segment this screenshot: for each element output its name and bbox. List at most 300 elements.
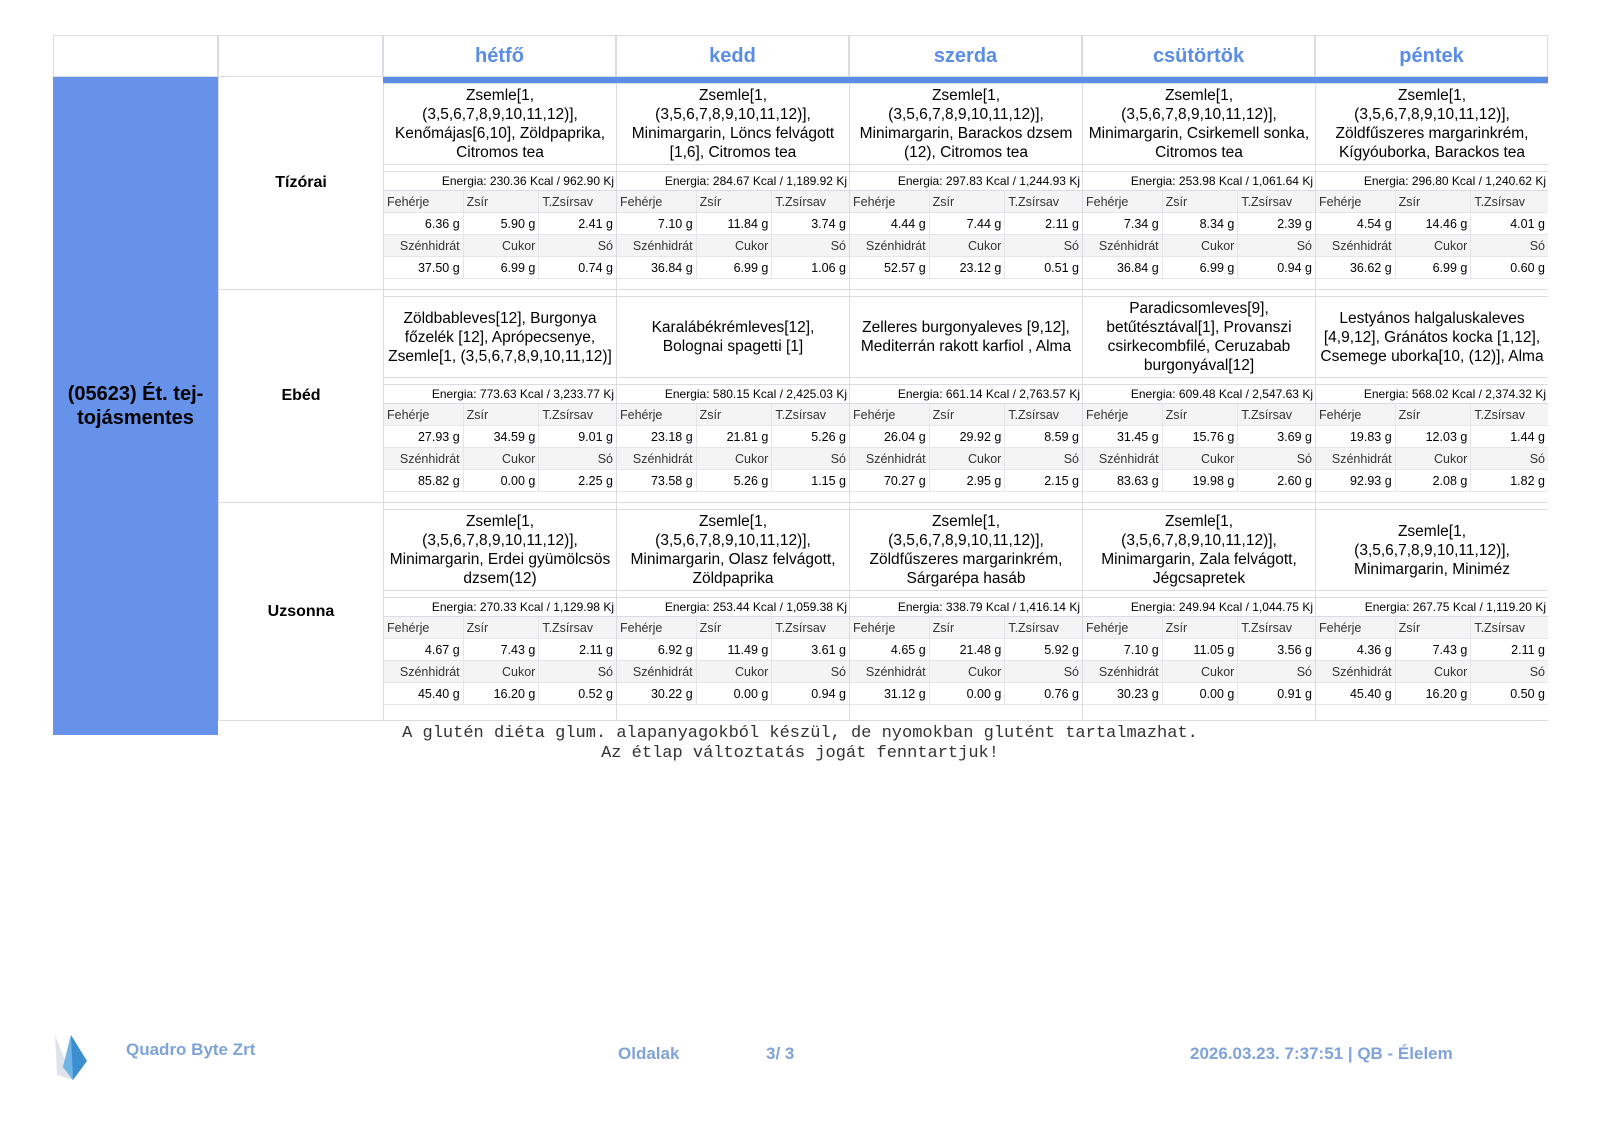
table-body [53, 77, 1548, 735]
value-fat: 14.46 g [1396, 213, 1472, 234]
label-fat: Zsír [697, 404, 773, 425]
label-salt: Só [1296, 664, 1312, 679]
value-carb: 31.12 g [850, 683, 930, 704]
meal-day-cell [383, 503, 616, 720]
nutrient-label-row [850, 448, 1082, 470]
value-carb: 70.27 g [850, 470, 930, 491]
value-salt: 2.60 g [1277, 473, 1312, 488]
label-protein: Fehérje [384, 404, 464, 425]
label-sugar: Cukor [464, 448, 540, 469]
label-salt: Só [1529, 664, 1545, 679]
label-sugar: Cukor [1396, 661, 1472, 682]
value-salt: 0.50 g [1510, 686, 1545, 701]
value-sat-fat: 3.61 g [811, 642, 846, 657]
header-row [53, 35, 1548, 77]
value-salt: 1.15 g [811, 473, 846, 488]
label-sat-fat: T.Zsírsav [1008, 407, 1060, 422]
value-fat: 21.81 g [697, 426, 773, 447]
dish-description: Paradicsomleves[9], betűtésztával[1], Provanszi csirkecombfilé, Ceruzabab burgonyával[12] [1083, 296, 1315, 378]
value-carb: 36.84 g [1083, 257, 1163, 278]
meal-day-cell [1082, 503, 1315, 720]
dish-description: Karalábékrémleves[12], Bolognai spagetti [1] [617, 296, 849, 378]
value-carb: 30.22 g [617, 683, 697, 704]
value-sugar: 0.00 g [464, 470, 540, 491]
value-sugar: 23.12 g [930, 257, 1006, 278]
label-sat-fat: T.Zsírsav [542, 407, 594, 422]
meals-container [218, 77, 1548, 735]
meal-name: Ebéd [218, 290, 383, 502]
value-protein: 7.10 g [617, 213, 697, 234]
value-sugar: 0.00 g [697, 683, 773, 704]
label-salt: Só [830, 238, 846, 253]
energy-value: Energia: 297.83 Kcal / 1,244.93 Kj [850, 171, 1082, 191]
value-protein: 26.04 g [850, 426, 930, 447]
value-sugar: 2.95 g [930, 470, 1006, 491]
label-protein: Fehérje [850, 617, 930, 638]
nutrient-value-row [384, 683, 616, 705]
value-carb: 45.40 g [1316, 683, 1396, 704]
label-salt: Só [1296, 451, 1312, 466]
label-sat-fat: T.Zsírsav [1008, 194, 1060, 209]
nutrient-value-row [1316, 470, 1548, 492]
value-fat: 34.59 g [464, 426, 540, 447]
nutrient-value-row [850, 213, 1082, 235]
energy-value: Energia: 253.98 Kcal / 1,061.64 Kj [1083, 171, 1315, 191]
label-carb: Szénhidrát [384, 448, 464, 469]
label-sat-fat: T.Zsírsav [1241, 407, 1293, 422]
value-fat: 21.48 g [930, 639, 1006, 660]
label-carb: Szénhidrát [850, 661, 930, 682]
nutrient-label-row [1316, 448, 1548, 470]
nutrient-value-row [617, 639, 849, 661]
nutrient-value-row [384, 426, 616, 448]
value-protein: 7.34 g [1083, 213, 1163, 234]
label-fat: Zsír [930, 191, 1006, 212]
meal-name: Uzsonna [218, 503, 383, 720]
label-carb: Szénhidrát [850, 235, 930, 256]
value-salt: 0.74 g [578, 260, 613, 275]
energy-value: Energia: 773.63 Kcal / 3,233.77 Kj [384, 384, 616, 404]
nutrient-value-row [1316, 683, 1548, 705]
day-header-friday: péntek [1315, 35, 1548, 77]
value-carb: 83.63 g [1083, 470, 1163, 491]
label-salt: Só [597, 238, 613, 253]
dish-description: Lestyános halgaluskaleves [4,9,12], Gránátos kocka [1,12], Csemege uborka[10, (12)], Alma [1316, 296, 1548, 378]
label-protein: Fehérje [1316, 617, 1396, 638]
value-salt: 0.60 g [1510, 260, 1545, 275]
label-fat: Zsír [1163, 617, 1239, 638]
nutrient-value-row [1083, 257, 1315, 279]
value-sat-fat: 4.01 g [1510, 216, 1545, 231]
meal-day-cell [383, 77, 616, 289]
label-fat: Zsír [1163, 404, 1239, 425]
header-empty-cell [53, 35, 218, 77]
value-sat-fat: 5.92 g [1044, 642, 1079, 657]
header-empty-cell [218, 35, 383, 77]
nutrient-label-row [850, 235, 1082, 257]
label-sat-fat: T.Zsírsav [1474, 407, 1526, 422]
value-sat-fat: 3.69 g [1277, 429, 1312, 444]
label-protein: Fehérje [617, 191, 697, 212]
meal-days [383, 77, 1548, 289]
value-protein: 4.44 g [850, 213, 930, 234]
value-sat-fat: 1.44 g [1510, 429, 1545, 444]
energy-value: Energia: 230.36 Kcal / 962.90 Kj [384, 171, 616, 191]
value-salt: 0.94 g [811, 686, 846, 701]
diet-name: (05623) Ét. tej-tojásmentes [53, 77, 218, 735]
meal-day-cell [616, 290, 849, 502]
label-protein: Fehérje [1083, 404, 1163, 425]
label-fat: Zsír [464, 617, 540, 638]
note-changes: Az étlap változtatás jogát fenntartjuk! [601, 744, 999, 763]
label-carb: Szénhidrát [1083, 235, 1163, 256]
nutrient-label-row [384, 235, 616, 257]
label-fat: Zsír [697, 617, 773, 638]
nutrient-label-row [384, 191, 616, 213]
value-sugar: 6.99 g [697, 257, 773, 278]
value-carb: 45.40 g [384, 683, 464, 704]
nutrient-label-row [617, 235, 849, 257]
label-carb: Szénhidrát [617, 448, 697, 469]
meal-day-cell [383, 290, 616, 502]
nutrient-label-row [617, 617, 849, 639]
label-sat-fat: T.Zsírsav [1474, 620, 1526, 635]
value-fat: 11.05 g [1163, 639, 1239, 660]
meal-days [383, 290, 1548, 502]
value-sat-fat: 3.56 g [1277, 642, 1312, 657]
label-fat: Zsír [1396, 617, 1472, 638]
value-sat-fat: 2.39 g [1277, 216, 1312, 231]
value-fat: 8.34 g [1163, 213, 1239, 234]
nutrient-label-row [384, 661, 616, 683]
label-sugar: Cukor [1163, 661, 1239, 682]
value-sugar: 16.20 g [464, 683, 540, 704]
meal-day-cell [849, 503, 1082, 720]
nutrient-value-row [1316, 426, 1548, 448]
label-salt: Só [1296, 238, 1312, 253]
company-name: Quadro Byte Zrt [126, 1040, 256, 1059]
value-salt: 0.91 g [1277, 686, 1312, 701]
nutrient-label-row [1083, 191, 1315, 213]
dish-description: Zelleres burgonyaleves [9,12], Mediterrán rakott karfiol , Alma [850, 296, 1082, 378]
value-protein: 4.54 g [1316, 213, 1396, 234]
energy-value: Energia: 580.15 Kcal / 2,425.03 Kj [617, 384, 849, 404]
nutrient-value-row [850, 426, 1082, 448]
label-sugar: Cukor [930, 448, 1006, 469]
label-sugar: Cukor [697, 448, 773, 469]
dish-description: Zsemle[1, (3,5,6,7,8,9,10,11,12)], Minimargarin, Löncs felvágott [1,6], Citromos tea [617, 83, 849, 165]
menu-table [53, 35, 1548, 735]
meal-day-cell [1315, 290, 1548, 502]
value-protein: 27.93 g [384, 426, 464, 447]
dish-description: Zsemle[1, (3,5,6,7,8,9,10,11,12)], Minimargarin, Zala felvágott, Jégcsapretek [1083, 509, 1315, 591]
label-carb: Szénhidrát [384, 661, 464, 682]
dish-description: Zsemle[1, (3,5,6,7,8,9,10,11,12)], Zöldfűszeres margarinkrém, Kígyóuborka, Barackos tea [1316, 83, 1548, 165]
label-salt: Só [1529, 238, 1545, 253]
meal-day-cell [616, 503, 849, 720]
energy-value: Energia: 338.79 Kcal / 1,416.14 Kj [850, 597, 1082, 617]
label-carb: Szénhidrát [384, 235, 464, 256]
label-protein: Fehérje [850, 191, 930, 212]
dish-description: Zsemle[1, (3,5,6,7,8,9,10,11,12)], Zöldfűszeres margarinkrém, Sárgarépa hasáb [850, 509, 1082, 591]
label-fat: Zsír [930, 617, 1006, 638]
label-sugar: Cukor [1163, 448, 1239, 469]
nutrient-value-row [1083, 639, 1315, 661]
label-sugar: Cukor [464, 661, 540, 682]
nutrient-value-row [850, 257, 1082, 279]
label-carb: Szénhidrát [1316, 448, 1396, 469]
meal-row [218, 503, 1548, 721]
note-gluten: A glutén diéta glum. alapanyagokból készül, de nyomokban glutént tartalmazhat. [402, 724, 1198, 743]
label-sat-fat: T.Zsírsav [775, 194, 827, 209]
nutrient-label-row [850, 191, 1082, 213]
label-fat: Zsír [464, 404, 540, 425]
nutrient-label-row [617, 404, 849, 426]
value-carb: 92.93 g [1316, 470, 1396, 491]
label-salt: Só [1063, 451, 1079, 466]
value-salt: 0.52 g [578, 686, 613, 701]
label-protein: Fehérje [617, 404, 697, 425]
label-sugar: Cukor [1396, 235, 1472, 256]
value-protein: 23.18 g [617, 426, 697, 447]
value-sugar: 6.99 g [1396, 257, 1472, 278]
label-carb: Szénhidrát [617, 235, 697, 256]
nutrient-value-row [384, 213, 616, 235]
value-fat: 11.84 g [697, 213, 773, 234]
value-fat: 7.43 g [1396, 639, 1472, 660]
nutrient-label-row [384, 617, 616, 639]
value-carb: 52.57 g [850, 257, 930, 278]
label-sat-fat: T.Zsírsav [1474, 194, 1526, 209]
nutrient-value-row [617, 470, 849, 492]
value-salt: 0.94 g [1277, 260, 1312, 275]
nutrient-value-row [1083, 426, 1315, 448]
value-protein: 6.36 g [384, 213, 464, 234]
label-protein: Fehérje [1316, 404, 1396, 425]
label-salt: Só [1529, 451, 1545, 466]
nutrient-label-row [384, 404, 616, 426]
label-salt: Só [830, 451, 846, 466]
label-carb: Szénhidrát [617, 661, 697, 682]
label-salt: Só [597, 451, 613, 466]
nutrient-value-row [384, 257, 616, 279]
label-sugar: Cukor [697, 235, 773, 256]
label-salt: Só [1063, 238, 1079, 253]
value-sugar: 16.20 g [1396, 683, 1472, 704]
label-salt: Só [597, 664, 613, 679]
page-number: 3/ 3 [766, 1044, 795, 1063]
meal-name: Tízórai [218, 77, 383, 289]
value-fat: 15.76 g [1163, 426, 1239, 447]
nutrient-value-row [1083, 683, 1315, 705]
value-sugar: 6.99 g [464, 257, 540, 278]
label-protein: Fehérje [617, 617, 697, 638]
energy-value: Energia: 249.94 Kcal / 1,044.75 Kj [1083, 597, 1315, 617]
value-salt: 2.25 g [578, 473, 613, 488]
value-carb: 85.82 g [384, 470, 464, 491]
nutrient-value-row [1316, 213, 1548, 235]
value-fat: 5.90 g [464, 213, 540, 234]
nutrient-label-row [850, 404, 1082, 426]
label-sat-fat: T.Zsírsav [1241, 194, 1293, 209]
nutrient-label-row [850, 661, 1082, 683]
label-sat-fat: T.Zsírsav [1008, 620, 1060, 635]
nutrient-label-row [384, 448, 616, 470]
energy-value: Energia: 267.75 Kcal / 1,119.20 Kj [1316, 597, 1548, 617]
label-fat: Zsír [697, 191, 773, 212]
value-protein: 4.36 g [1316, 639, 1396, 660]
value-protein: 4.67 g [384, 639, 464, 660]
meal-day-cell [616, 77, 849, 289]
meal-day-cell [1315, 77, 1548, 289]
label-salt: Só [830, 664, 846, 679]
label-sat-fat: T.Zsírsav [542, 620, 594, 635]
label-carb: Szénhidrát [1083, 448, 1163, 469]
value-salt: 2.15 g [1044, 473, 1079, 488]
value-sat-fat: 8.59 g [1044, 429, 1079, 444]
label-sugar: Cukor [1163, 235, 1239, 256]
value-sugar: 19.98 g [1163, 470, 1239, 491]
value-carb: 36.84 g [617, 257, 697, 278]
value-sugar: 2.08 g [1396, 470, 1472, 491]
label-sugar: Cukor [697, 661, 773, 682]
pages-label: Oldalak [618, 1044, 680, 1063]
value-fat: 11.49 g [697, 639, 773, 660]
meal-day-cell [1082, 290, 1315, 502]
value-sat-fat: 3.74 g [811, 216, 846, 231]
nutrient-label-row [1083, 617, 1315, 639]
nutrient-label-row [850, 617, 1082, 639]
nutrient-value-row [617, 683, 849, 705]
day-header-tuesday: kedd [616, 35, 849, 77]
value-carb: 73.58 g [617, 470, 697, 491]
day-header-thursday: csütörtök [1082, 35, 1315, 77]
value-protein: 7.10 g [1083, 639, 1163, 660]
value-sugar: 5.26 g [697, 470, 773, 491]
label-fat: Zsír [464, 191, 540, 212]
value-fat: 7.44 g [930, 213, 1006, 234]
nutrient-label-row [1316, 661, 1548, 683]
label-protein: Fehérje [1083, 617, 1163, 638]
nutrient-label-row [617, 448, 849, 470]
label-sat-fat: T.Zsírsav [775, 620, 827, 635]
label-sugar: Cukor [1396, 448, 1472, 469]
value-sugar: 0.00 g [930, 683, 1006, 704]
label-sat-fat: T.Zsírsav [775, 407, 827, 422]
meal-day-cell [849, 77, 1082, 289]
value-carb: 36.62 g [1316, 257, 1396, 278]
nutrient-label-row [617, 191, 849, 213]
meal-row [218, 77, 1548, 290]
value-sat-fat: 2.11 g [579, 642, 613, 657]
energy-value: Energia: 661.14 Kcal / 2,763.57 Kj [850, 384, 1082, 404]
company-logo-icon [53, 1035, 89, 1080]
energy-value: Energia: 253.44 Kcal / 1,059.38 Kj [617, 597, 849, 617]
day-header-wednesday: szerda [849, 35, 1082, 77]
nutrient-value-row [384, 639, 616, 661]
label-protein: Fehérje [1316, 191, 1396, 212]
label-carb: Szénhidrát [1083, 661, 1163, 682]
nutrient-label-row [1083, 404, 1315, 426]
nutrient-label-row [1083, 235, 1315, 257]
value-sugar: 6.99 g [1163, 257, 1239, 278]
dish-description: Zsemle[1, (3,5,6,7,8,9,10,11,12)], Minimargarin, Barackos dzsem (12), Citromos tea [850, 83, 1082, 165]
nutrient-label-row [617, 661, 849, 683]
label-fat: Zsír [1396, 191, 1472, 212]
label-salt: Só [1063, 664, 1079, 679]
value-carb: 37.50 g [384, 257, 464, 278]
nutrient-value-row [1316, 639, 1548, 661]
value-sat-fat: 2.11 g [1511, 642, 1545, 657]
label-sugar: Cukor [930, 235, 1006, 256]
day-header-monday: hétfő [383, 35, 616, 77]
print-timestamp: 2026.03.23. 7:37:51 | QB - Élelem [1190, 1044, 1453, 1063]
label-carb: Szénhidrát [1316, 235, 1396, 256]
value-sugar: 0.00 g [1163, 683, 1239, 704]
value-sat-fat: 2.41 g [578, 216, 613, 231]
energy-value: Energia: 270.33 Kcal / 1,129.98 Kj [384, 597, 616, 617]
nutrient-value-row [850, 683, 1082, 705]
value-salt: 0.76 g [1044, 686, 1079, 701]
value-salt: 0.51 g [1044, 260, 1079, 275]
nutrient-value-row [617, 426, 849, 448]
nutrient-value-row [1083, 470, 1315, 492]
energy-value: Energia: 568.02 Kcal / 2,374.32 Kj [1316, 384, 1548, 404]
value-sat-fat: 2.11 g [1045, 216, 1079, 231]
value-sat-fat: 5.26 g [811, 429, 846, 444]
dish-description: Zsemle[1, (3,5,6,7,8,9,10,11,12)], Minimargarin, Erdei gyümölcsös dzsem(12) [384, 509, 616, 591]
label-sugar: Cukor [930, 661, 1006, 682]
nutrient-value-row [617, 257, 849, 279]
value-salt: 1.06 g [811, 260, 846, 275]
energy-value: Energia: 284.67 Kcal / 1,189.92 Kj [617, 171, 849, 191]
value-fat: 29.92 g [930, 426, 1006, 447]
label-carb: Szénhidrát [1316, 661, 1396, 682]
header-divider [383, 77, 1548, 83]
dish-description: Zöldbableves[12], Burgonya főzelék [12], Aprópecsenye, Zsemle[1, (3,5,6,7,8,9,10,11,12)] [384, 296, 616, 378]
meal-day-cell [1315, 503, 1548, 720]
meal-days [383, 503, 1548, 720]
label-protein: Fehérje [850, 404, 930, 425]
nutrient-value-row [1316, 257, 1548, 279]
value-protein: 4.65 g [850, 639, 930, 660]
nutrient-label-row [1316, 235, 1548, 257]
dish-description: Zsemle[1, (3,5,6,7,8,9,10,11,12)], Minimargarin, Csirkemell sonka, Citromos tea [1083, 83, 1315, 165]
dish-description: Zsemle[1, (3,5,6,7,8,9,10,11,12)], Minimargarin, Miniméz [1316, 509, 1548, 591]
label-fat: Zsír [930, 404, 1006, 425]
label-fat: Zsír [1396, 404, 1472, 425]
nutrient-value-row [850, 470, 1082, 492]
value-fat: 7.43 g [464, 639, 540, 660]
nutrient-label-row [1083, 448, 1315, 470]
label-fat: Zsír [1163, 191, 1239, 212]
label-sat-fat: T.Zsírsav [542, 194, 594, 209]
meal-day-cell [1082, 77, 1315, 289]
value-fat: 12.03 g [1396, 426, 1472, 447]
value-carb: 30.23 g [1083, 683, 1163, 704]
nutrient-label-row [1083, 661, 1315, 683]
nutrient-value-row [384, 470, 616, 492]
dish-description: Zsemle[1, (3,5,6,7,8,9,10,11,12)], Minimargarin, Olasz felvágott, Zöldpaprika [617, 509, 849, 591]
value-salt: 1.82 g [1510, 473, 1545, 488]
nutrient-label-row [1316, 617, 1548, 639]
nutrient-label-row [1316, 404, 1548, 426]
dish-description: Zsemle[1, (3,5,6,7,8,9,10,11,12)], Kenőmájas[6,10], Zöldpaprika, Citromos tea [384, 83, 616, 165]
value-sat-fat: 9.01 g [578, 429, 613, 444]
label-sat-fat: T.Zsírsav [1241, 620, 1293, 635]
nutrient-label-row [1316, 191, 1548, 213]
meal-row [218, 290, 1548, 503]
